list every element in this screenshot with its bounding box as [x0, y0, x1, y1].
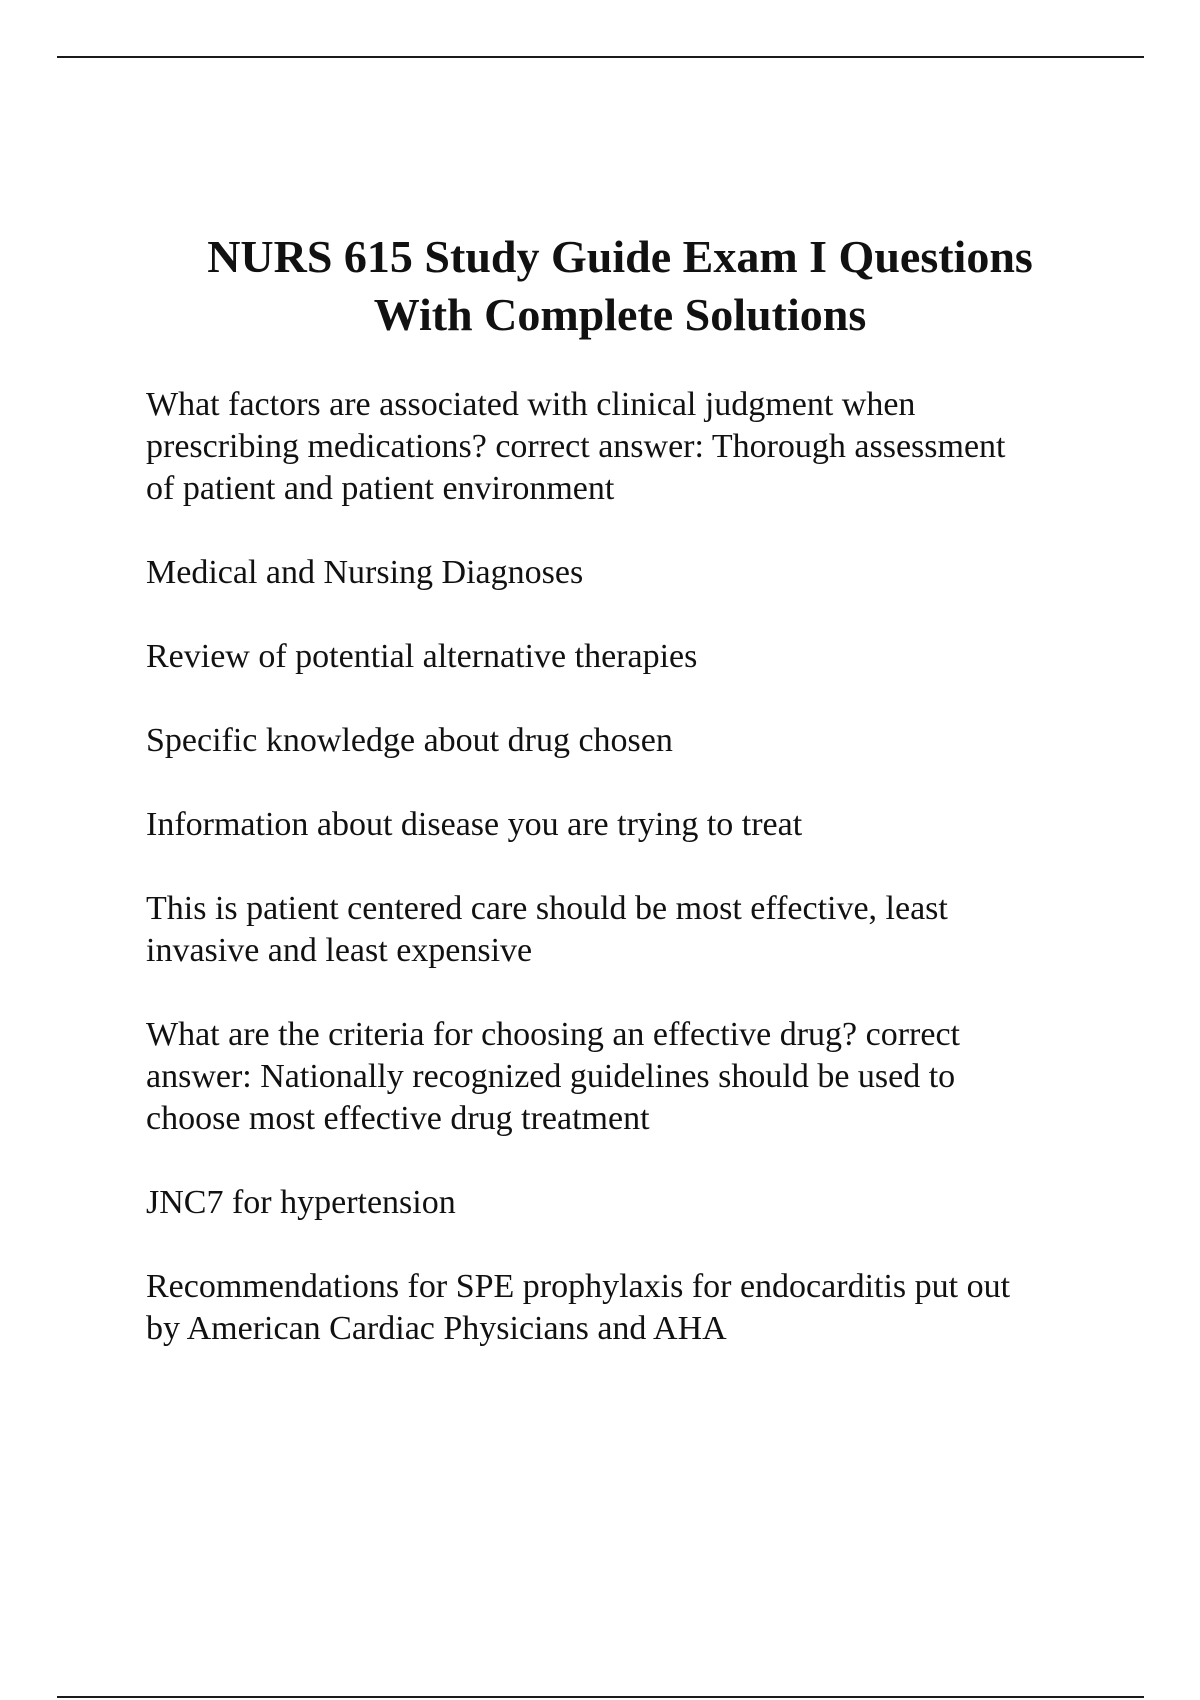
paragraph-jnc7: JNC7 for hypertension: [146, 1184, 456, 1221]
paragraph-line: choose most effective drug treatment: [146, 1100, 650, 1137]
document-body: [146, 384, 1106, 1392]
paragraph-line: answer: Nationally recognized guidelines should be used to: [146, 1058, 956, 1095]
paragraph-line: What factors are associated with clinical judgment when: [146, 386, 916, 423]
paragraph-question-1: [146, 384, 1106, 510]
paragraph-line: by American Cardiac Physicians and AHA: [146, 1310, 727, 1347]
paragraph-recommendations: [146, 1266, 1106, 1350]
paragraph-alternative-therapies: Review of potential alternative therapies: [146, 638, 698, 675]
header-rule: [57, 56, 1144, 58]
paragraph-line: invasive and least expensive: [146, 932, 533, 969]
paragraph-line: prescribing medications? correct answer: Thorough assessment: [146, 428, 1006, 465]
paragraph-line: What are the criteria for choosing an effective drug? correct: [146, 1016, 960, 1053]
paragraph-question-2: [146, 1014, 1106, 1140]
paragraph-line: of patient and patient environment: [146, 470, 615, 507]
title-line-1: NURS 615 Study Guide Exam I Questions: [207, 231, 1033, 282]
paragraph-patient-centered: [146, 888, 1106, 972]
footer-rule: [57, 1696, 1144, 1698]
paragraph-line: This is patient centered care should be most effective, least: [146, 890, 948, 927]
paragraph-drug-knowledge: Specific knowledge about drug chosen: [146, 722, 673, 759]
paragraph-disease-info: Information about disease you are trying to treat: [146, 806, 803, 843]
document-title: [100, 228, 1140, 344]
paragraph-diagnoses: Medical and Nursing Diagnoses: [146, 554, 584, 591]
paragraph-line: Recommendations for SPE prophylaxis for endocarditis put out: [146, 1268, 1011, 1305]
title-line-2: With Complete Solutions: [373, 289, 867, 340]
